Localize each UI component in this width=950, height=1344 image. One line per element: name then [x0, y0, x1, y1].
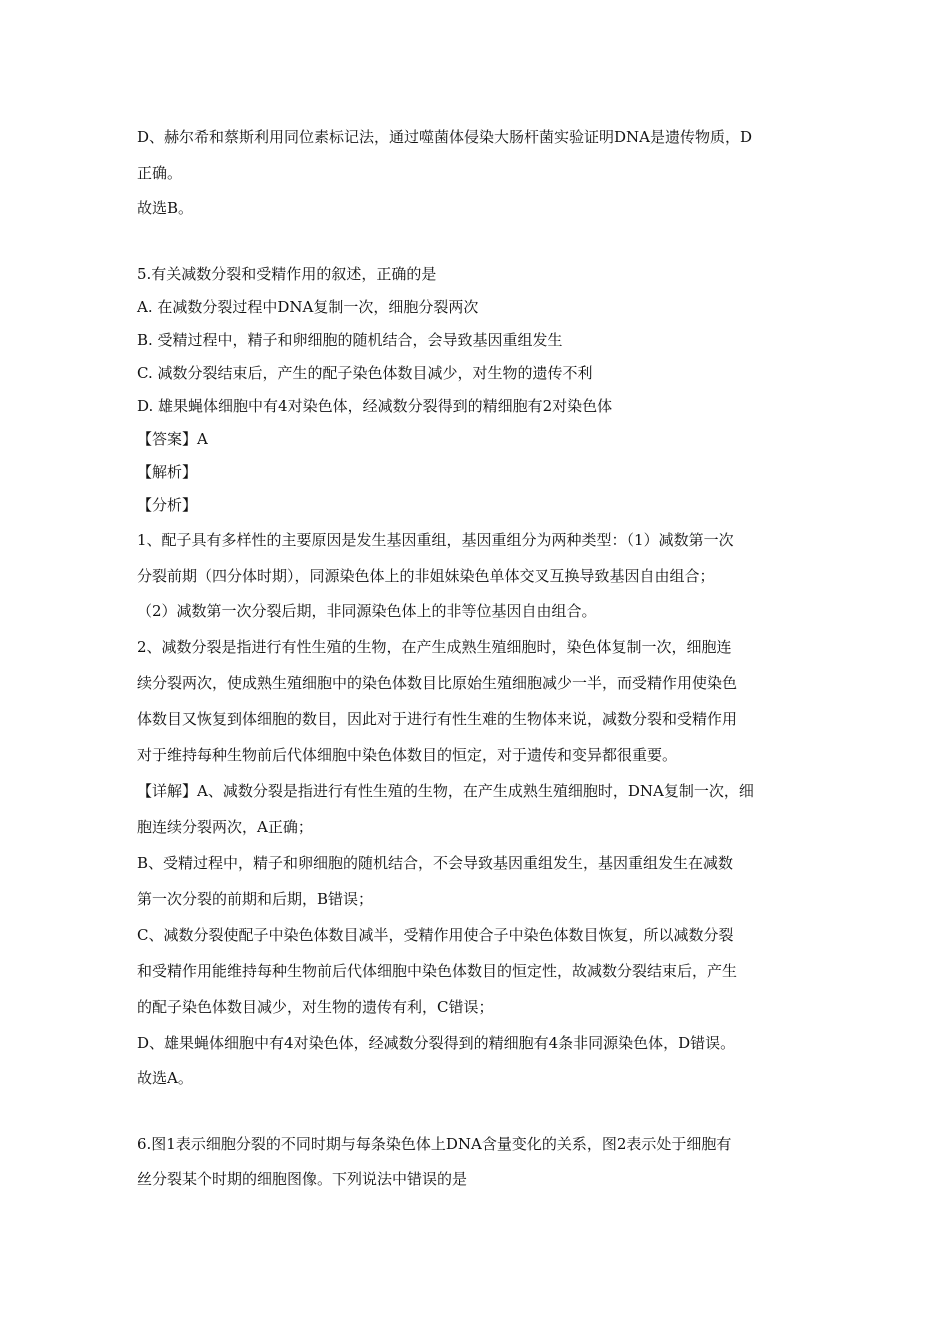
q5-analysis-line: （2）减数第一次分裂后期，非同源染色体上的非等位基因自由组合。 — [137, 602, 597, 620]
prev-conclusion: 故选B。 — [137, 199, 194, 217]
q5-detail-line: 胞连续分裂两次，A正确； — [137, 818, 313, 836]
q5-stem: 5.有关减数分裂和受精作用的叙述，正确的是 — [137, 265, 437, 283]
q5-detail-line: 【详解】A、减数分裂是指进行有性生殖的生物，在产生成熟生殖细胞时，DNA复制一次，细 — [137, 782, 754, 800]
q5-detail-line: 和受精作用能维持每种生物前后代体细胞中染色体数目的恒定性，故减数分裂结束后，产生 — [137, 962, 738, 980]
q5-detail-line: 的配子染色体数目减少，对生物的遗传有利，C错误； — [137, 998, 494, 1016]
q5-option-b: B. 受精过程中，精子和卵细胞的随机结合，会导致基因重组发生 — [137, 331, 563, 349]
q5-option-c: C. 减数分裂结束后，产生的配子染色体数目减少，对生物的遗传不利 — [137, 364, 593, 382]
prev-option-d-line2: 正确。 — [137, 164, 183, 182]
q5-conclusion: 故选A。 — [137, 1069, 193, 1087]
q6-stem-line1: 6.图1表示细胞分裂的不同时期与每条染色体上DNA含量变化的关系，图2表示处于细胞有 — [137, 1135, 732, 1153]
q5-detail-line: C、减数分裂使配子中染色体数目减半，受精作用使合子中染色体数目恢复，所以减数分裂 — [137, 926, 734, 944]
q5-jiexi-heading: 【解析】 — [137, 463, 198, 481]
q5-analysis-line: 对于维持每种生物前后代体细胞中染色体数目的恒定，对于遗传和变异都很重要。 — [137, 746, 678, 764]
q5-analysis-line: 体数目又恢复到体细胞的数目，因此对于进行有性生难的生物体来说，减数分裂和受精作用 — [137, 710, 738, 728]
q5-detail-line: D、雄果蝇体细胞中有4对染色体，经减数分裂得到的精细胞有4条非同源染色体，D错误。 — [137, 1034, 736, 1052]
q5-analysis-line: 分裂前期（四分体时期），同源染色体上的非姐妹染色单体交叉互换导致基因自由组合； — [137, 567, 715, 585]
q5-option-d: D. 雄果蝇体细胞中有4对染色体，经减数分裂得到的精细胞有2对染色体 — [137, 397, 613, 415]
q6-stem-line2: 丝分裂某个时期的细胞图像。下列说法中错误的是 — [137, 1170, 468, 1188]
q5-fenxi-heading: 【分析】 — [137, 496, 198, 514]
q5-answer: 【答案】A — [137, 430, 208, 448]
q5-analysis-line: 2、减数分裂是指进行有性生殖的生物，在产生成熟生殖细胞时，染色体复制一次，细胞连 — [137, 638, 732, 656]
q5-detail-line: B、受精过程中，精子和卵细胞的随机结合，不会导致基因重组发生，基因重组发生在减数 — [137, 854, 734, 872]
q5-option-a: A. 在减数分裂过程中DNA复制一次，细胞分裂两次 — [137, 298, 479, 316]
q5-analysis-line: 续分裂两次，使成熟生殖细胞中的染色体数目比原始生殖细胞减少一半，而受精作用使染色 — [137, 674, 738, 692]
q5-detail-line: 第一次分裂的前期和后期，B错误； — [137, 890, 374, 908]
q5-analysis-line: 1、配子具有多样性的主要原因是发生基因重组，基因重组分为两种类型：（1）减数第一次 — [137, 531, 734, 549]
prev-option-d-line1: D、赫尔希和蔡斯利用同位素标记法，通过噬菌体侵染大肠杆菌实验证明DNA是遗传物质，D — [137, 128, 753, 146]
